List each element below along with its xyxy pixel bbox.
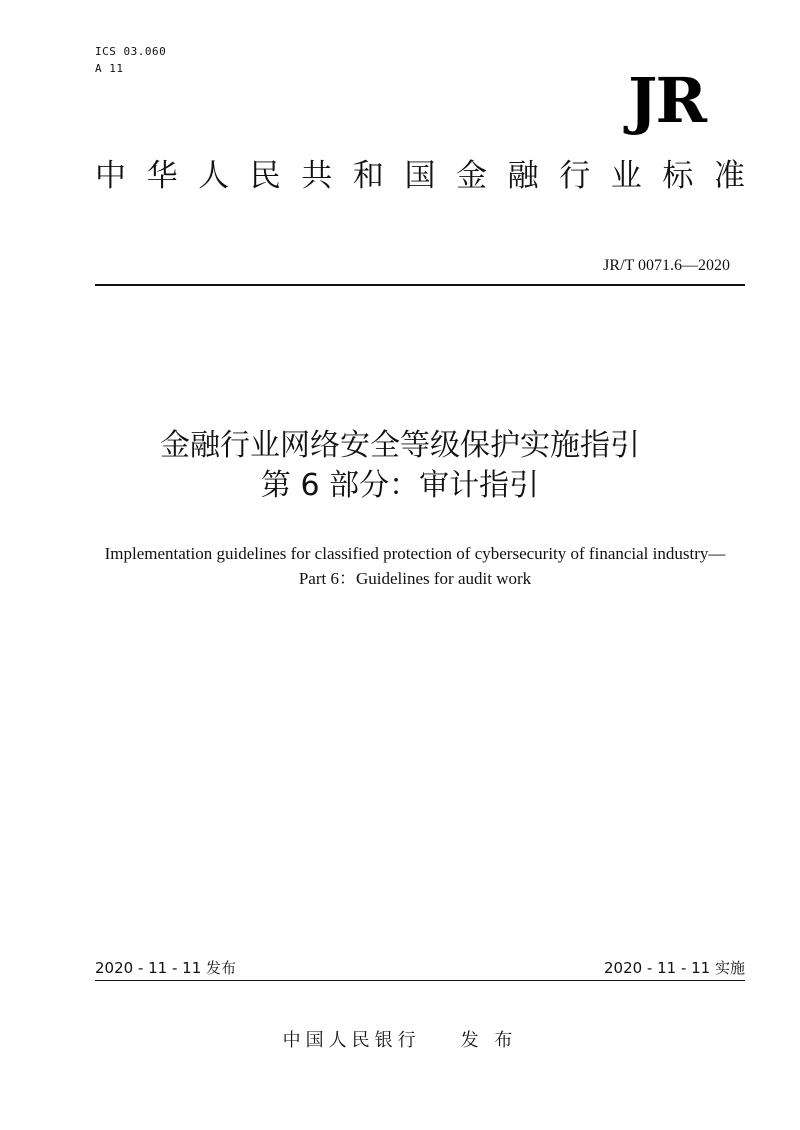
header-divider [95, 284, 745, 286]
implementation-date: 2020 - 11 - 11 实施 [603, 959, 745, 977]
standard-type-char: 业 [610, 158, 642, 194]
standard-type-char: 标 [662, 158, 694, 194]
issue-date: 2020 - 11 - 11 发布 [95, 959, 237, 977]
standard-type-char: 金 [456, 158, 488, 194]
issue-action: 发 布 [460, 1030, 518, 1051]
standard-type-char: 行 [559, 158, 591, 194]
footer-divider [95, 980, 745, 981]
standard-type-char: 准 [713, 158, 745, 194]
standard-type-title [95, 156, 745, 196]
date-row [95, 958, 745, 978]
standard-number: JR/T 0071.6—2020 [603, 257, 730, 274]
issuing-organization: 中国人民银行 [282, 1030, 421, 1051]
classification-codes [95, 43, 166, 77]
chinese-title [0, 426, 800, 506]
chinese-title-line-2: 第 6 部分：审计指引 [260, 468, 540, 503]
standard-type-char: 国 [404, 158, 436, 194]
jr-logo: JR [628, 64, 705, 137]
chinese-title-line-1: 金融行业网络安全等级保护实施指引 [160, 428, 640, 463]
standard-type-char: 融 [507, 158, 539, 194]
standard-type-char: 和 [352, 158, 384, 194]
issuer-line [0, 1029, 800, 1053]
ics-code: ICS 03.060 [95, 45, 167, 58]
standard-type-char: 华 [146, 158, 178, 194]
standard-type-char: 中 [95, 158, 126, 194]
english-title: Implementation guidelines for classified protection of cybersecurity of financial industry—Part 6：Guidelines for audit work [104, 544, 726, 588]
standard-type-char: 民 [249, 158, 281, 194]
ccs-code: A 11 [95, 62, 124, 75]
standard-type-char: 人 [198, 158, 230, 194]
standard-type-char: 共 [301, 158, 333, 194]
